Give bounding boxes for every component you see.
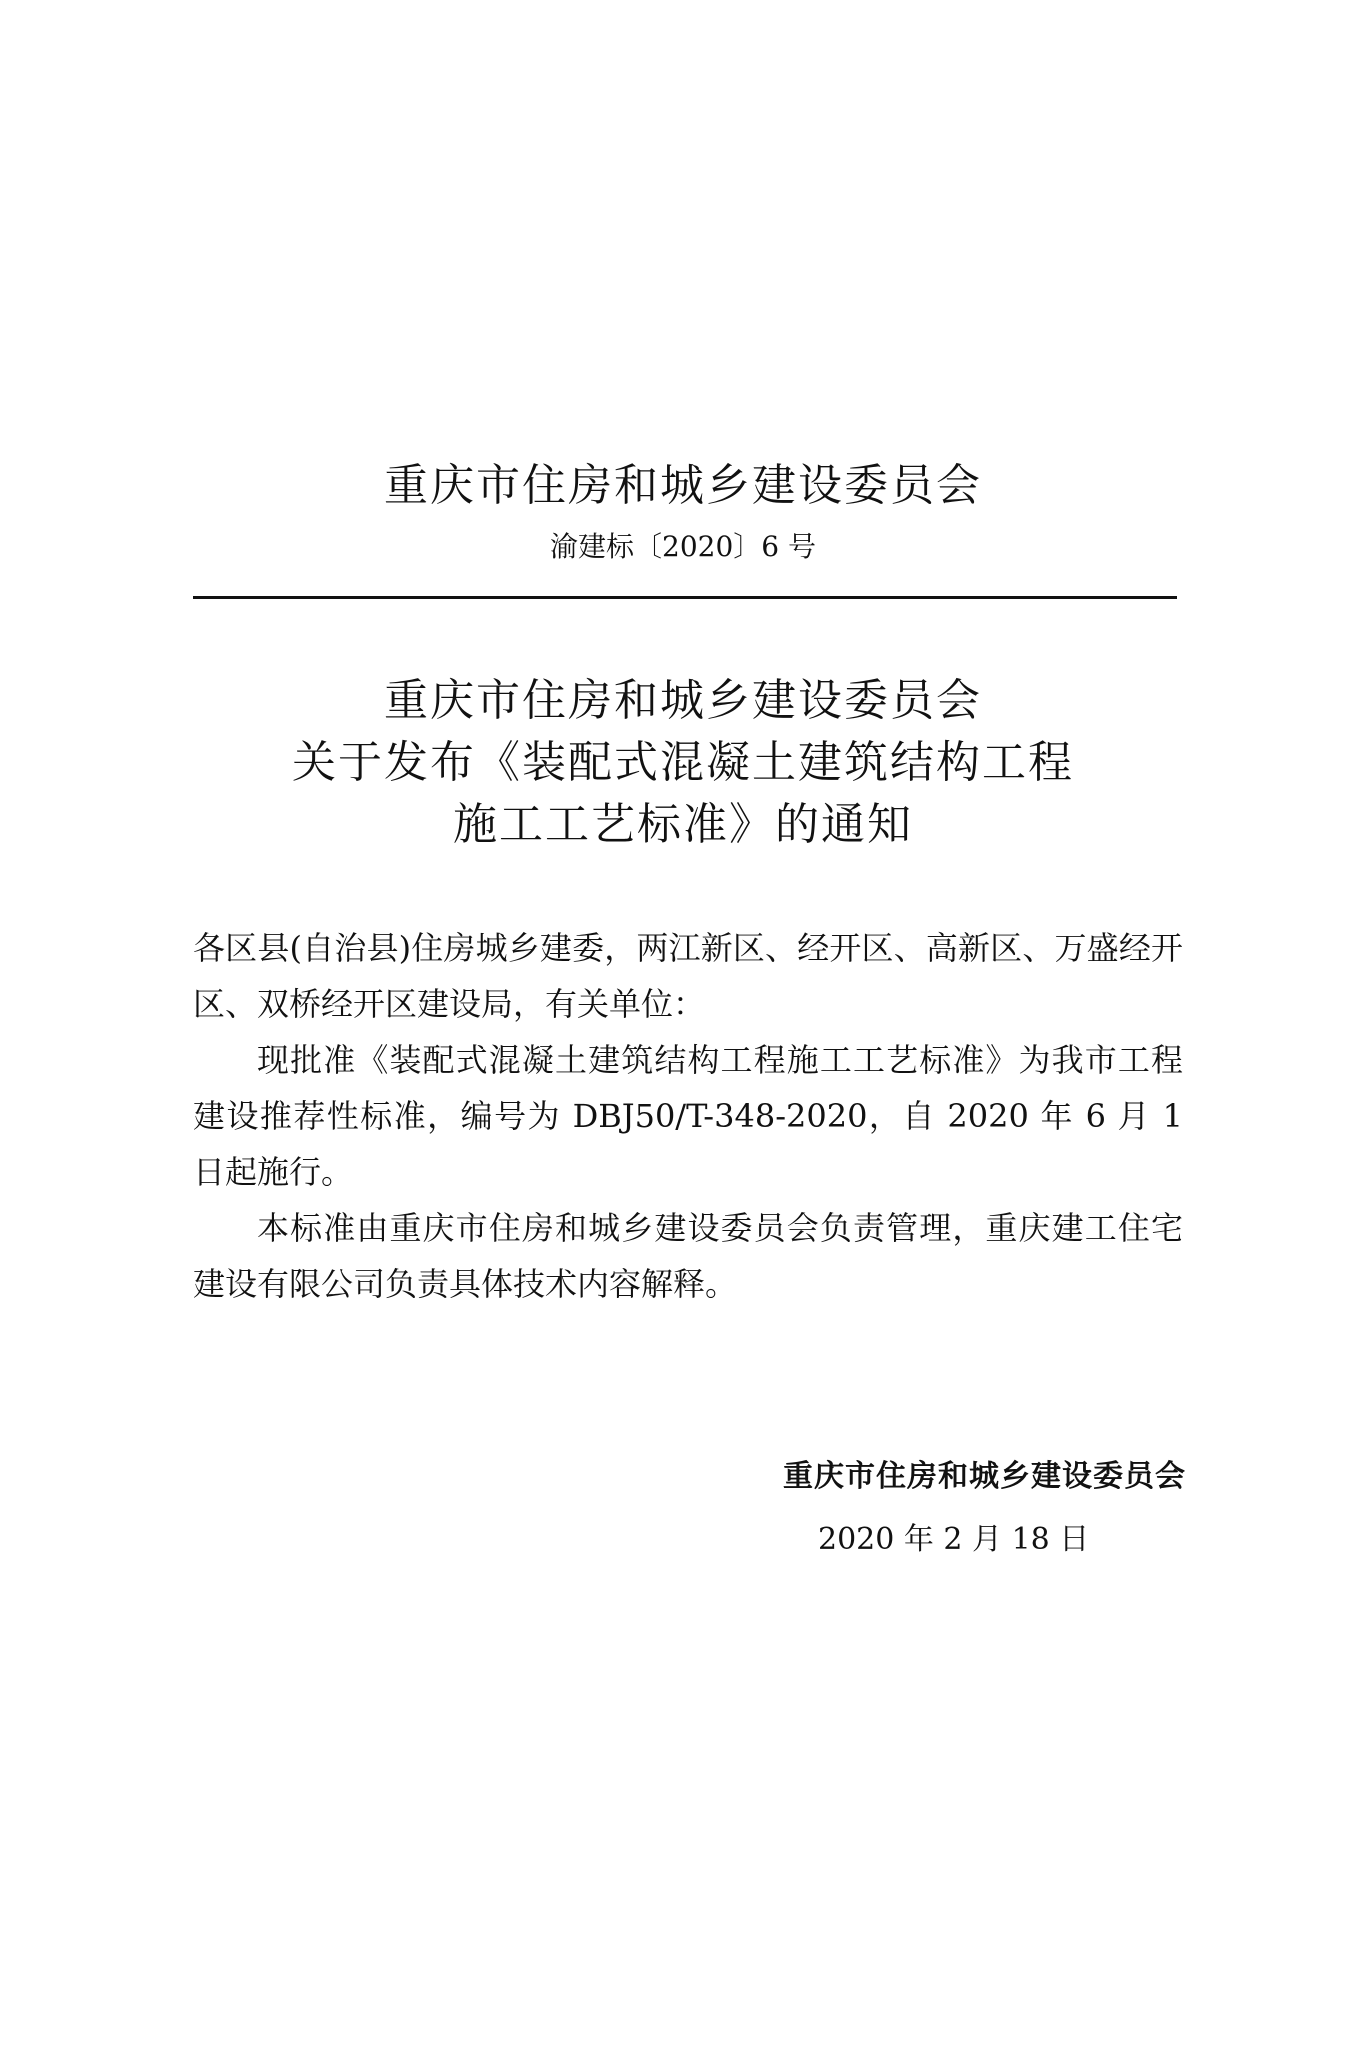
signature-date: 2020 年 2 月 18 日 (818, 1522, 1090, 1557)
issuer-heading: 重庆市住房和城乡建设委员会 (384, 460, 982, 511)
notice-title (0, 670, 1366, 856)
document-number: 渝建标〔2020〕6 号 (550, 530, 816, 563)
approval-paragraph: 现批准《装配式混凝土建筑结构工程施工工艺标准》为我市工程建设推荐性标准，编号为 DBJ50/T-348-2020，自 2020 年 6 月 1 日起施行。 (193, 1041, 1183, 1191)
title-line-1: 重庆市住房和城乡建设委员会 (384, 675, 982, 726)
signature-organization: 重庆市住房和城乡建设委员会 (783, 1459, 1186, 1494)
title-line-2: 关于发布《装配式混凝土建筑结构工程 (292, 737, 1074, 788)
notice-body (193, 920, 1183, 1312)
header-divider (193, 596, 1177, 599)
management-paragraph: 本标准由重庆市住房和城乡建设委员会负责管理，重庆建工住宅建设有限公司负责具体技术内容解释。 (193, 1209, 1183, 1303)
recipients-paragraph: 各区县(自治县)住房城乡建委，两江新区、经开区、高新区、万盛经开区、双桥经开区建设局，有关单位： (193, 929, 1183, 1023)
title-line-3: 施工工艺标准》的通知 (453, 799, 913, 850)
